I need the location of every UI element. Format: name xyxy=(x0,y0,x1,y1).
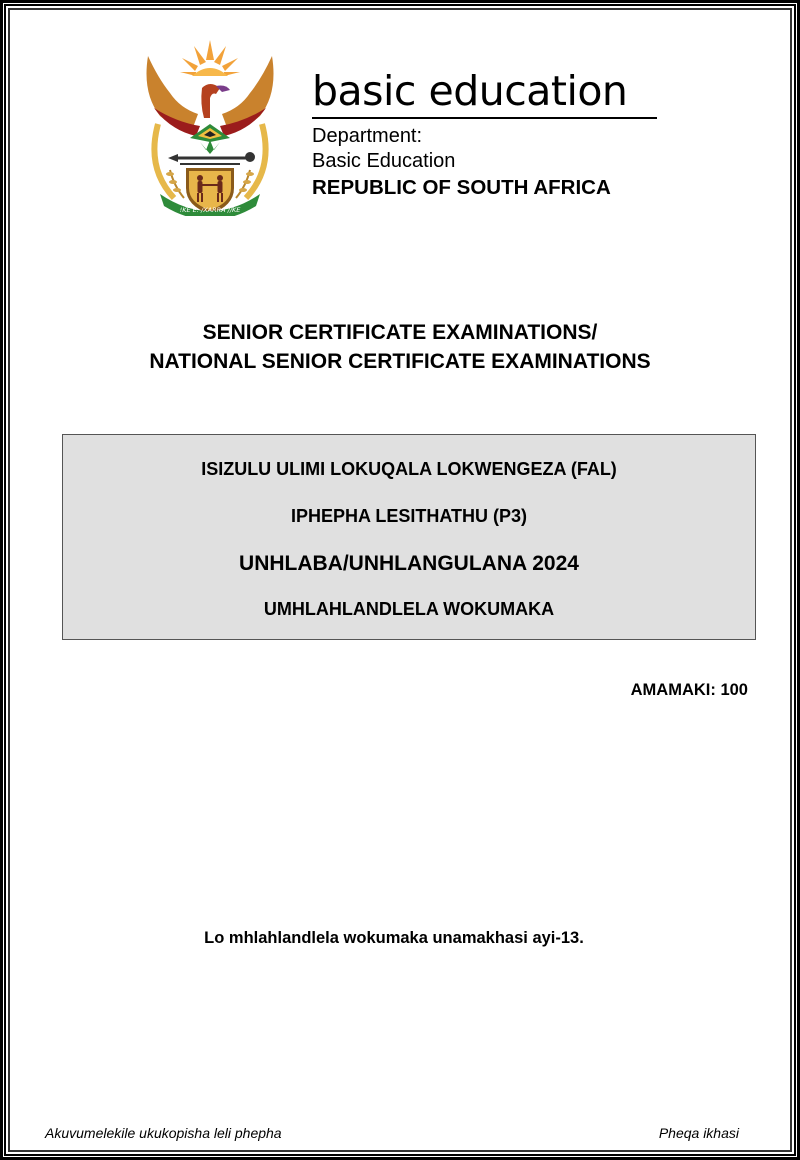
department-block xyxy=(312,124,455,174)
page-count-note: Lo mhlahlandlela wokumaka unamakhasi ayi-13. xyxy=(204,929,584,947)
brand-title: basic education xyxy=(312,67,628,115)
exam-title-line-1: SENIOR CERTIFICATE EXAMINATIONS/ xyxy=(202,321,598,344)
department-name: Basic Education xyxy=(312,150,456,172)
brand-block xyxy=(312,66,627,116)
exam-title xyxy=(0,318,800,376)
document-type: UMHLAHLANDLELA WOKUMAKA xyxy=(263,599,555,619)
brand-divider xyxy=(312,117,657,119)
exam-session: UNHLABA/UNHLANGULANA 2024 xyxy=(239,552,579,575)
coat-of-arms-icon xyxy=(140,38,280,216)
country-name: REPUBLIC OF SOUTH AFRICA xyxy=(312,176,611,199)
turn-page-note: Pheqa ikhasi xyxy=(658,1125,739,1141)
paper-info-box xyxy=(62,434,756,640)
department-label: Department: xyxy=(312,125,423,147)
motto-text: !KE E: /XARRA //KE xyxy=(179,206,241,214)
total-marks: AMAMAKI: 100 xyxy=(630,681,748,699)
copyright-notice: Akuvumelekile ukukopisha leli phepha xyxy=(45,1125,282,1141)
subject-title: ISIZULU ULIMI LOKUQALA LOKWENGEZA (FAL) xyxy=(201,459,617,479)
paper-number: IPHEPHA LESITHATHU (P3) xyxy=(290,506,527,526)
exam-title-line-2: NATIONAL SENIOR CERTIFICATE EXAMINATIONS xyxy=(149,350,651,373)
